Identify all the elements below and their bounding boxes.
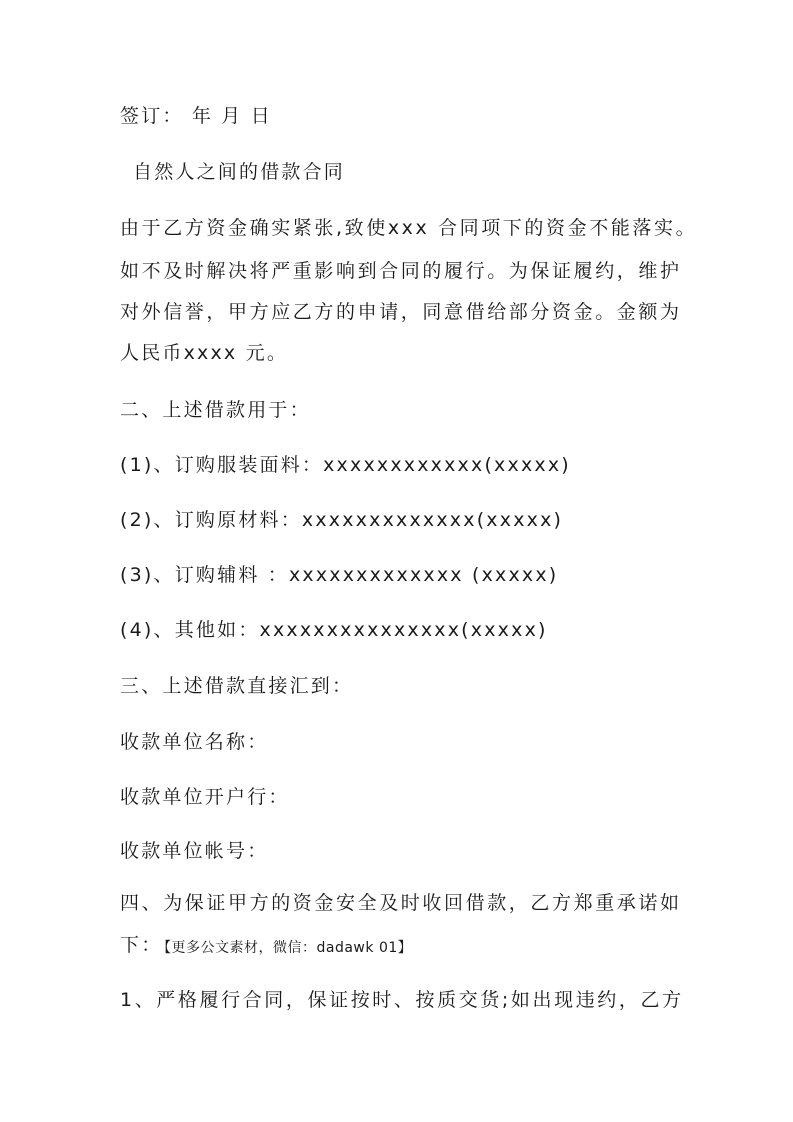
list-item: (4)、其他如：xxxxxxxxxxxxxxx(xxxxx) (120, 619, 548, 641)
contract-title: 自然人之间的借款合同 (133, 161, 346, 183)
paragraph-line: 对外信誉，甲方应乙方的申请，同意借给部分资金。金额为 (120, 301, 682, 323)
paragraph-line: 下： (120, 934, 163, 956)
paragraph-line: 人民币xxxx 元。 (120, 342, 289, 364)
field-label: 收款单位开户行： (120, 786, 290, 808)
section-heading: 三、上述借款直接汇到： (120, 675, 354, 697)
paragraph-line: 1、严格履行合同，保证按时、按质交货;如出现违约，乙方 (120, 989, 684, 1011)
paragraph-line: 如不及时解决将严重影响到合同的履行。为保证履约，维护 (120, 260, 682, 282)
signing-date-line: 签订： 年 月 日 (120, 105, 272, 127)
promo-note: 【更多公文素材，微信：dadawk 01】 (157, 940, 413, 956)
field-label: 收款单位名称： (120, 731, 269, 753)
section-heading: 四、为保证甲方的资金安全及时收回借款，乙方郑重承诺如 (120, 892, 682, 914)
paragraph-line: 由于乙方资金确实紧张,致使xxx 合同项下的资金不能落实。 (120, 217, 698, 239)
field-label: 收款单位帐号： (120, 840, 269, 862)
list-item: (3)、订购辅料 ：xxxxxxxxxxxxx (xxxxx) (120, 564, 559, 586)
section-heading: 二、上述借款用于： (120, 399, 311, 421)
list-item: (1)、订购服装面料：xxxxxxxxxxxx(xxxxx) (120, 454, 571, 476)
list-item: (2)、订购原材料：xxxxxxxxxxxxx(xxxxx) (120, 509, 564, 531)
